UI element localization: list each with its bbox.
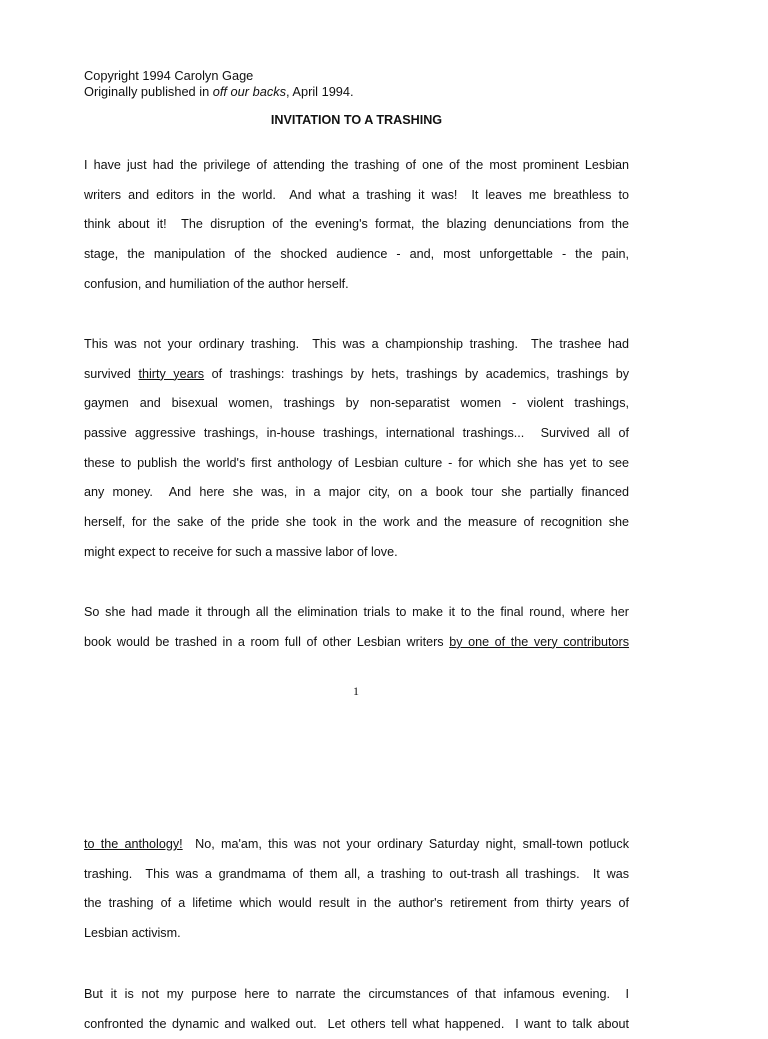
paragraph-text: No, ma'am, this was not your ordinary Saturday night, small-town potluck	[182, 837, 629, 851]
copyright-line	[84, 68, 644, 84]
paragraph-3	[84, 598, 629, 657]
paragraph-text: of trashings: trashings by hets, trashings by academics, trashings by	[204, 366, 629, 381]
page2-paragraph-1	[84, 830, 629, 949]
page2-paragraph-2	[84, 980, 629, 1039]
paragraph-line-composite	[84, 360, 629, 390]
page-number: 1	[353, 684, 359, 698]
paragraph-line: herself, for the sake of the pride she took in the work and the measure of recognition she	[84, 515, 629, 530]
publication-suffix: , April 1994.	[286, 84, 354, 99]
paragraph-line: But it is not my purpose here to narrate the circumstances of that infamous evening. I	[84, 987, 629, 1001]
paragraph-text: book would be trashed in a room full of other Lesbian writers	[84, 634, 450, 649]
paragraph-2	[84, 330, 629, 568]
paragraph-line: writers and editors in the world. And what a trashing it was! It leaves me breathless to	[84, 187, 629, 202]
paragraph-line-composite	[84, 628, 629, 658]
paragraph-line: these to publish the world's first anthology of Lesbian culture - for which she has yet to see	[84, 455, 629, 470]
publication-title: off our backs	[212, 84, 287, 99]
paragraph-line: think about it! The disruption of the evening's format, the blazing denunciations from the	[84, 217, 629, 232]
paragraph-line-composite	[84, 830, 629, 860]
publication-line	[84, 84, 644, 100]
paragraph-line: This was not your ordinary trashing. This was a championship trashing. The trashee had	[84, 337, 629, 351]
paragraph-line: Lesbian activism.	[84, 926, 181, 941]
paragraph-line: passive aggressive trashings, in-house trashings, international trashings... Survived all of	[84, 426, 629, 441]
paragraph-line: confronted the dynamic and walked out. Let others tell what happened. I want to talk about	[84, 1016, 629, 1031]
document-title: INVITATION TO A TRASHING	[270, 113, 443, 127]
paragraph-text: survived	[84, 366, 139, 381]
underlined-phrase: by one of the very contributors	[449, 634, 629, 649]
paragraph-1	[84, 151, 629, 299]
paragraph-line: trashing. This was a grandmama of them all, a trashing to out-trash all trashings. It was	[84, 866, 629, 881]
paragraph-line: confusion, and humiliation of the author herself.	[84, 276, 349, 291]
document-header	[84, 68, 644, 100]
paragraph-line: any money. And here she was, in a major city, on a book tour she partially financed	[84, 485, 629, 500]
copyright-text: Copyright 1994 Carolyn Gage	[84, 68, 254, 83]
publication-prefix: Originally published in	[84, 84, 213, 99]
paragraph-line: gaymen and bisexual women, trashings by non-separatist women - violent trashings,	[84, 396, 629, 411]
paragraph-line: stage, the manipulation of the shocked audience - and, most unforgettable - the pain,	[84, 247, 629, 262]
underlined-phrase: thirty years	[138, 366, 205, 381]
paragraph-line: the trashing of a lifetime which would result in the author's retirement from thirty years of	[84, 896, 629, 911]
paragraph-line: I have just had the privilege of attending the trashing of one of the most prominent Lesbian	[84, 158, 629, 172]
paragraph-line: might expect to receive for such a massive labor of love.	[84, 544, 398, 559]
paragraph-line: So she had made it through all the elimination trials to make it to the final round, where her	[84, 605, 629, 619]
underlined-phrase: to the anthology!	[84, 837, 183, 851]
